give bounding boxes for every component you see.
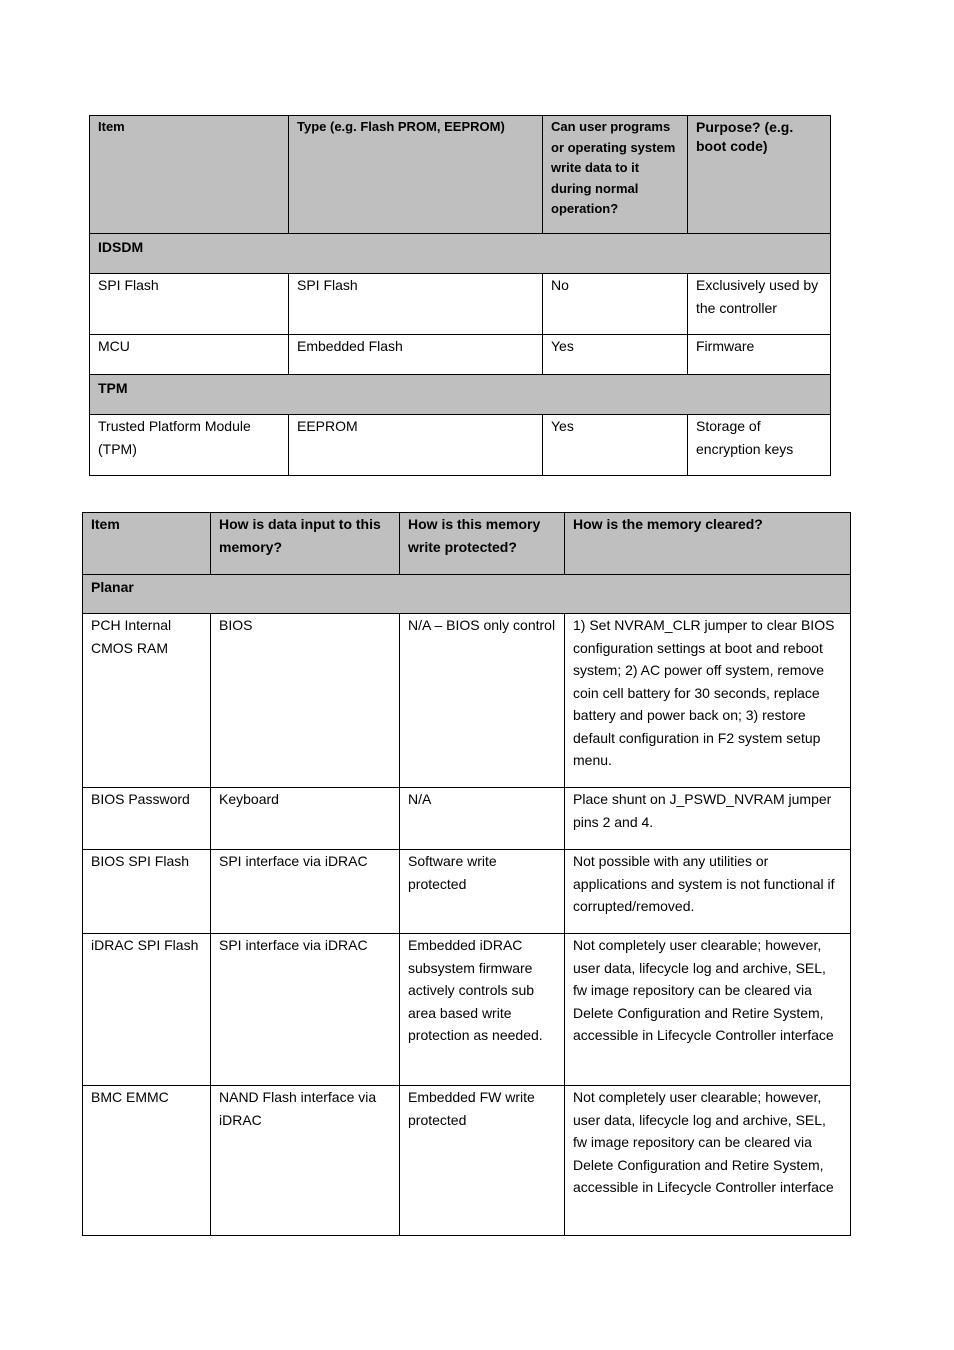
section-row-planar bbox=[83, 575, 851, 614]
cell-clear: Not completely user clearable; however, user data, lifecycle log and archive, SEL, fw image repository can be cleared via Delete Configuration and Retire System, accessible in Lifecycle Controller interface bbox=[565, 1086, 851, 1236]
cell-purpose: Storage of encryption keys bbox=[688, 415, 831, 476]
cell-type: Embedded Flash bbox=[289, 335, 543, 375]
cell-purpose: Firmware bbox=[688, 335, 831, 375]
table-row bbox=[83, 934, 851, 1086]
cell-item: SPI Flash bbox=[90, 274, 289, 335]
cell-input: SPI interface via iDRAC bbox=[211, 934, 400, 1086]
cell-item: PCH Internal CMOS RAM bbox=[83, 614, 211, 788]
column-header-item: Item bbox=[83, 513, 211, 575]
column-header-type: Type (e.g. Flash PROM, EEPROM) bbox=[289, 116, 543, 234]
cell-protect: N/A bbox=[400, 788, 565, 850]
column-header-purpose: Purpose? (e.g. boot code) bbox=[688, 116, 831, 234]
cell-purpose: Exclusively used by the controller bbox=[688, 274, 831, 335]
cell-input: Keyboard bbox=[211, 788, 400, 850]
cell-input: SPI interface via iDRAC bbox=[211, 850, 400, 934]
cell-item: BMC EMMC bbox=[83, 1086, 211, 1236]
table-row bbox=[90, 415, 831, 476]
column-header-item: Item bbox=[90, 116, 289, 234]
column-header-clear: How is the memory cleared? bbox=[565, 513, 851, 575]
cell-user-write: Yes bbox=[543, 335, 688, 375]
section-title: IDSDM bbox=[90, 234, 831, 274]
cell-item: Trusted Platform Module (TPM) bbox=[90, 415, 289, 476]
table-row bbox=[83, 1086, 851, 1236]
section-row-tpm bbox=[90, 375, 831, 415]
column-header-input: How is data input to this memory? bbox=[211, 513, 400, 575]
cell-clear: Place shunt on J_PSWD_NVRAM jumper pins 2 and 4. bbox=[565, 788, 851, 850]
cell-item: iDRAC SPI Flash bbox=[83, 934, 211, 1086]
memory-type-table bbox=[89, 115, 831, 476]
table-row bbox=[83, 614, 851, 788]
column-header-protect: How is this memory write protected? bbox=[400, 513, 565, 575]
table-header-row bbox=[83, 513, 851, 575]
cell-input: BIOS bbox=[211, 614, 400, 788]
cell-item: MCU bbox=[90, 335, 289, 375]
cell-protect: Embedded iDRAC subsystem firmware actively controls sub area based write protection as needed. bbox=[400, 934, 565, 1086]
cell-type: EEPROM bbox=[289, 415, 543, 476]
cell-protect: N/A – BIOS only control bbox=[400, 614, 565, 788]
section-row-idsdm bbox=[90, 234, 831, 274]
cell-type: SPI Flash bbox=[289, 274, 543, 335]
cell-item: BIOS SPI Flash bbox=[83, 850, 211, 934]
memory-clearing-table bbox=[82, 512, 851, 1236]
table-row bbox=[83, 850, 851, 934]
section-title: Planar bbox=[83, 575, 851, 614]
section-title: TPM bbox=[90, 375, 831, 415]
column-header-user-write: Can user programs or operating system write data to it during normal operation? bbox=[543, 116, 688, 234]
cell-input: NAND Flash interface via iDRAC bbox=[211, 1086, 400, 1236]
table-row bbox=[90, 274, 831, 335]
cell-clear: Not completely user clearable; however, user data, lifecycle log and archive, SEL, fw image repository can be cleared via Delete Configuration and Retire System, accessible in Lifecycle Controller interface bbox=[565, 934, 851, 1086]
cell-clear: 1) Set NVRAM_CLR jumper to clear BIOS configuration settings at boot and reboot system; 2) AC power off system, remove coin cell battery for 30 seconds, replace battery and power back on; 3) restore default configuration in F2 system setup menu. bbox=[565, 614, 851, 788]
cell-clear: Not possible with any utilities or applications and system is not functional if corrupted/removed. bbox=[565, 850, 851, 934]
table-row bbox=[90, 335, 831, 375]
cell-user-write: Yes bbox=[543, 415, 688, 476]
cell-protect: Software write protected bbox=[400, 850, 565, 934]
cell-user-write: No bbox=[543, 274, 688, 335]
cell-protect: Embedded FW write protected bbox=[400, 1086, 565, 1236]
table-header-row bbox=[90, 116, 831, 234]
table-row bbox=[83, 788, 851, 850]
cell-item: BIOS Password bbox=[83, 788, 211, 850]
